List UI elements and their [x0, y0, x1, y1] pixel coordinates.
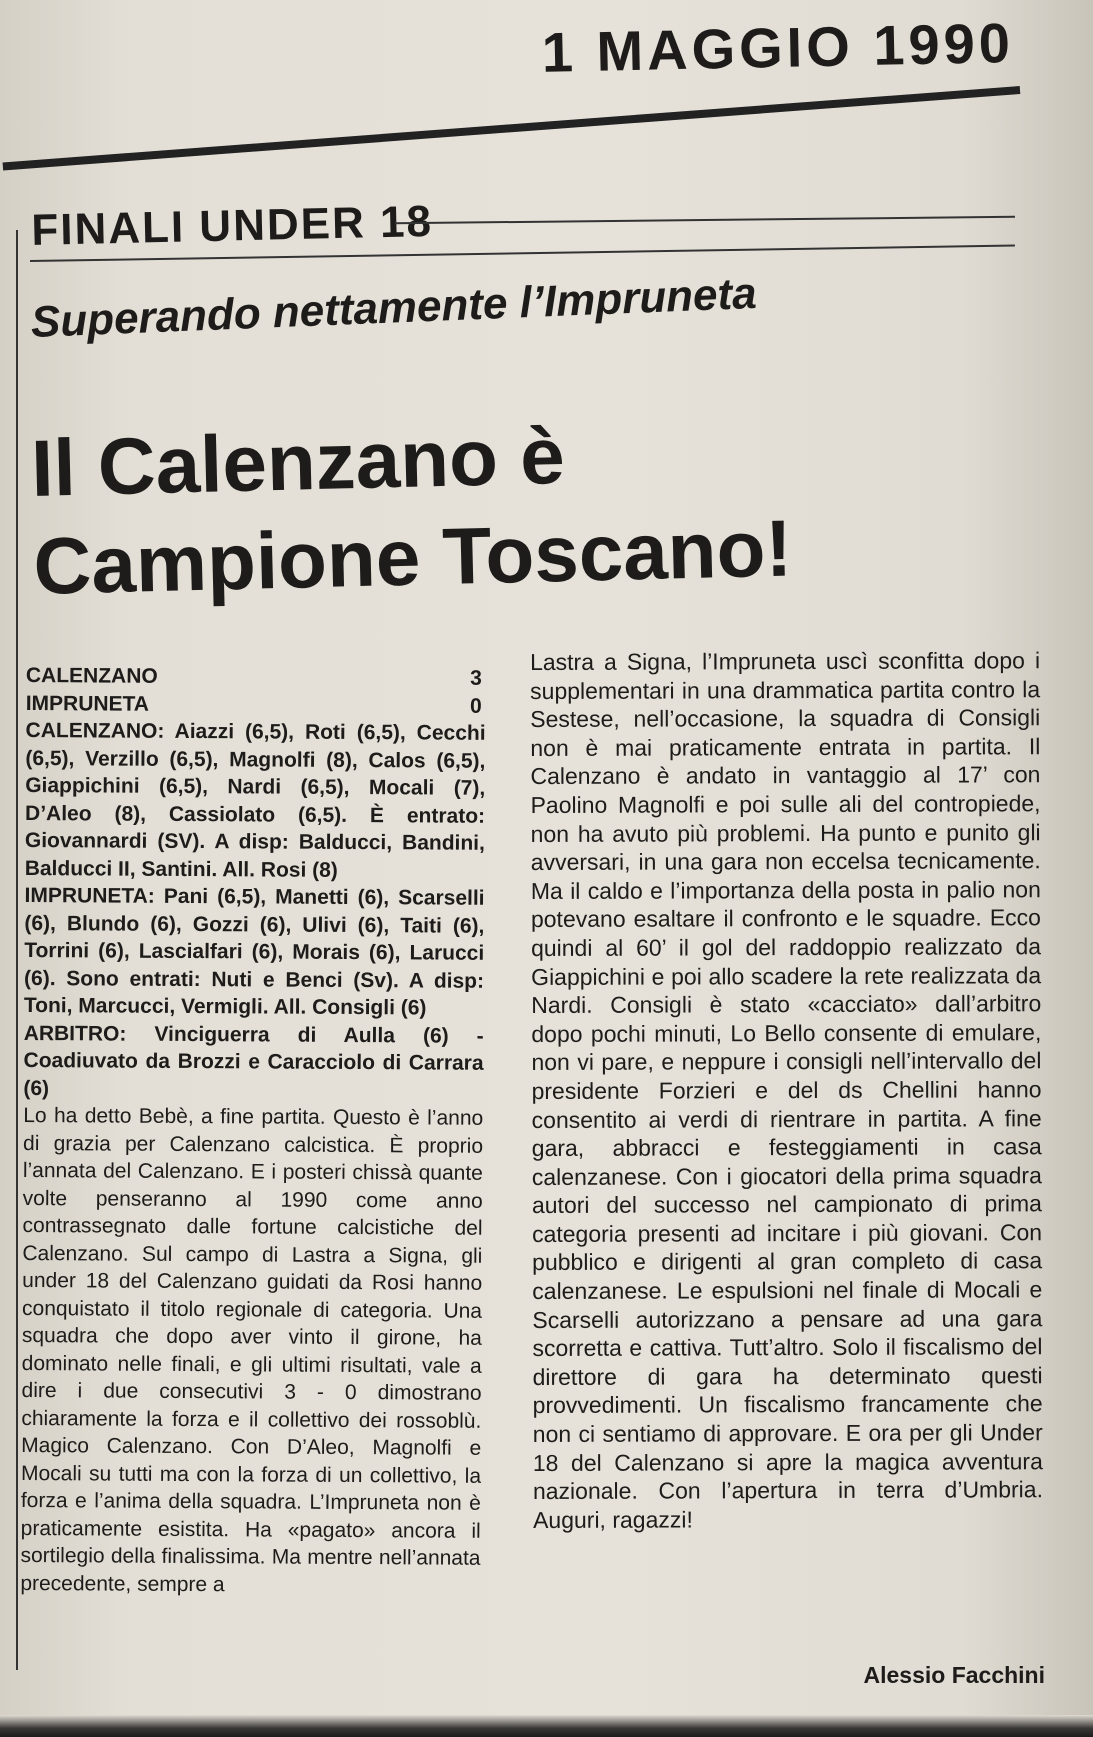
lineup-impruneta: IMPRUNETA: Pani (6,5), Manetti (6), Scarselli (6), Blundo (6), Gozzi (6), Ulivi (6), Taiti (6), Torrini (6), Lascialfari (6), Morais (6), Larucci (6). Sono entrati: Nuti e Benci (Sv). A disp: Toni, Marcucci, Vermigli. All. Consigli (6) [23, 883, 485, 1020]
author-byline: Alessio Facchini [863, 1662, 1045, 1688]
score-row [26, 662, 486, 692]
date-rule [3, 86, 1021, 170]
article-body-left: Lo ha detto Bebè, a fine partita. Questo è l’anno di grazia per Calenzano calcistica. È proprio l’annata del Calenzano. E i posteri chissà quante volte penseranno al 1990 come anno contrassegnato dalle fortune calcistiche del Calenzano. Sul campo di Lastra a Signa, gli under 18 del Calenzano guidati da Rosi hanno conquistato il titolo regionale di categoria. Una squadra che dopo aver vinto il girone, ha dominato nelle finali, e gli ultimi risultati, vale a dire i due consecutivi 3 - 0 dimostrano chiaramente la forza e il collettivo dei rossoblù. Magico Calenzano. Con D’Aleo, Magnolfi e Mocali su tutti ma con la forza di un collettivo, la forza e l’anima della squadra. L’Impruneta non è praticamente esistita. Ha «pagato» ancora il sortilegio della finalissima. Ma mentre nell’annata precedente, sempre a [20, 1103, 484, 1596]
article-column-left [20, 662, 486, 1600]
section-rule-top [395, 216, 1015, 224]
score-goals: 0 [469, 694, 482, 718]
article-frame-left [16, 230, 18, 1670]
score-team: CALENZANO [25, 663, 158, 688]
lineup-calenzano: CALENZANO: Aiazzi (6,5), Roti (6,5), Cecchi (6,5), Verzillo (6,5), Magnolfi (8), Calos (6,5), Giappichini (6,5), Nardi (6,5), Mocali (7), D’Aleo (8), Cassiolato (6,5). È entrato: Giovannardi (SV). A disp: Balducci, Bandini, Balducci II, Santini. All. Rosi (8) [24, 718, 486, 882]
article-body-right: Lastra a Signa, l’Impruneta uscì sconfitta dopo i supplementari in una drammatica partita contro la Sestese, nell’occasione, la squadra di Consigli non è mai praticamente entrata in partita. Il Calenzano è andato in vantaggio al 17’ con Paolino Magnolfi e poi sulle ali del contropiede, non ha avuto più problemi. Ha punto e punito gli avversari, in una gara non eccelsa tecnicamente. Ma il caldo e l’importanza della posta in palio non potevano esaltare il confronto e le squadre. Ecco quindi al 60’ il gol del raddoppio realizzato da Giappichini e poi allo scadere la rete realizzata da Nardi. Consigli è stato «cacciato» dall’arbitro dopo pochi minuti, Lo Bello consente di emulare, non vi pare, e neppure i consigli nell’intervallo del presidente Forzieri e del ds Chellini hanno consentito ai verdi di rientrare in partita. A fine gara, abbracci e festeggiamenti in casa calenzanese. Con i giocatori della prima squadra autori del successo nel campionato di prima categoria presenti ad incitare i più giovani. Con pubblico e dirigenti al gran completo di casa calenzanese. Le espulsioni nel finale di Mocali e Scarselli autorizzano a pensare ad una gara scorretta e cattiva. Tutt’altro. Solo il fiscalismo del direttore di gara ha determinato questi provvedimenti. Un fiscalismo francamente che non ci sentiamo di approvare. E ora per gli Under 18 del Calenzano si apre la magica avventura nazionale. Con l’apertura in terra d’Umbria. Auguri, ragazzi! [530, 647, 1043, 1533]
referee-line: ARBITRO: Vinciguerra di Aulla (6) - Coadiuvato da Brozzi e Caracciolo di Carrara (6) [23, 1021, 484, 1100]
kicker: Superando nettamente l’Impruneta [29, 268, 758, 348]
score-row [26, 689, 486, 719]
headline-line-1: Il Calenzano è [30, 410, 566, 513]
headline-line-2: Campione Toscano! [32, 503, 794, 611]
headline [30, 401, 793, 615]
section-title: FINALI UNDER 18 [30, 196, 434, 256]
score-team: IMPRUNETA [25, 691, 150, 716]
article-column-right [530, 646, 1043, 1534]
issue-date: 1 MAGGIO 1990 [540, 10, 1015, 84]
score-goals: 3 [470, 666, 482, 690]
page-bottom-edge [0, 1715, 1093, 1737]
